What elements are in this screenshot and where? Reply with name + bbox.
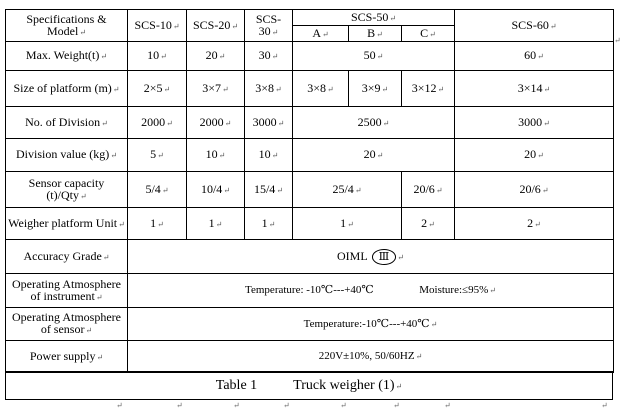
table-cell: 20↵ <box>293 139 455 172</box>
paragraph-mark: ↵ <box>283 401 290 410</box>
table-row <box>6 42 614 71</box>
table-cell: 2500↵ <box>293 107 455 139</box>
table-title: Truck weigher (1) <box>293 378 395 393</box>
paragraph-mark: ↵ <box>444 401 451 410</box>
header-sub-model: B↵ <box>349 26 402 42</box>
row-label: Accuracy Grade↵ <box>6 240 128 274</box>
table-cell: 1↵ <box>245 208 293 240</box>
table-cell: 3000↵ <box>245 107 293 139</box>
table-cell: 50↵ <box>293 42 455 71</box>
paragraph-mark: ↵ <box>340 401 347 410</box>
row-label: Weigher platform Unit↵ <box>6 208 128 240</box>
table-row <box>6 274 614 308</box>
row-label: Size of platform (m)↵ <box>6 71 128 107</box>
table-row <box>6 341 614 373</box>
table-cell: 20/6↵ <box>402 172 455 208</box>
row-label: Operating Atmosphere of sensor↵ <box>6 308 128 341</box>
header-spec-model: Specifications & Model↵ <box>6 10 128 42</box>
table-cell: 10↵ <box>245 139 293 172</box>
table-cell: 20↵ <box>455 139 614 172</box>
table-cell: 1↵ <box>128 208 187 240</box>
paragraph-mark: ↵ <box>601 401 608 410</box>
table-cell: 3×8↵ <box>245 71 293 107</box>
header-model: SCS-10↵ <box>128 10 187 42</box>
table-cell: 3×8↵ <box>293 71 349 107</box>
table-cell: 3000↵ <box>455 107 614 139</box>
table-cell: 2↵ <box>402 208 455 240</box>
table-cell: 1↵ <box>293 208 402 240</box>
row-label: Division value (kg)↵ <box>6 139 128 172</box>
header-model: SCS-60↵ <box>455 10 614 42</box>
table-row <box>6 240 614 274</box>
table-cell: 3×12↵ <box>402 71 455 107</box>
table-cell: 20/6↵ <box>455 172 614 208</box>
table-cell: 15/4↵ <box>245 172 293 208</box>
table-cell: 20↵ <box>187 42 245 71</box>
table-row <box>6 172 614 208</box>
table-cell: 1↵ <box>187 208 245 240</box>
header-model: SCS-50↵ <box>293 10 455 26</box>
table-cell: 10↵ <box>187 139 245 172</box>
sensor-atmosphere-value: Temperature:-10℃---+40℃↵ <box>128 308 614 341</box>
header-model: SCS-20↵ <box>187 10 245 42</box>
table-cell: 25/4↵ <box>293 172 402 208</box>
table-number: Table 1 <box>215 378 258 393</box>
table-cell: 2×5↵ <box>128 71 187 107</box>
specification-table <box>5 9 614 373</box>
table-row <box>6 107 614 139</box>
paragraph-mark: ↵ <box>176 401 183 410</box>
header-sub-model: A↵ <box>293 26 349 42</box>
table-cell: 10/4↵ <box>187 172 245 208</box>
row-label: Sensor capacity (t)/Qty↵ <box>6 172 128 208</box>
row-label: No. of Division↵ <box>6 107 128 139</box>
paragraph-mark: ↵ <box>233 401 240 410</box>
table-row <box>6 208 614 240</box>
table-cell: 2↵ <box>455 208 614 240</box>
header-model: SCS-30↵ <box>245 10 293 42</box>
footer-marks <box>0 401 623 411</box>
table-cell: 5/4↵ <box>128 172 187 208</box>
instrument-atmosphere-value: Temperature: -10℃---+40℃ Moisture:≤95%↵ <box>128 274 614 308</box>
table-row <box>6 308 614 341</box>
accuracy-value: OIML Ⅲ ↵ <box>128 240 614 274</box>
table-cell: 3×9↵ <box>349 71 402 107</box>
row-label: Max. Weight(t)↵ <box>6 42 128 71</box>
paragraph-mark: ↵ <box>116 401 123 410</box>
header-sub-model: C↵ <box>402 26 455 42</box>
power-value: 220V±10%, 50/60HZ↵ <box>128 341 614 373</box>
paragraph-mark: ↵ <box>393 401 400 410</box>
accuracy-class-circle: Ⅲ <box>372 249 397 265</box>
row-label: Power supply↵ <box>6 341 128 373</box>
table-row <box>6 139 614 172</box>
paragraph-mark: ↵ <box>614 36 621 45</box>
table-cell: 60↵ <box>455 42 614 71</box>
row-label: Operating Atmosphere of instrument↵ <box>6 274 128 308</box>
table-cell: 5↵ <box>128 139 187 172</box>
table-caption: Table 1 Truck weigher (1)↵ <box>5 371 613 400</box>
table-cell: 30↵ <box>245 42 293 71</box>
table-cell: 2000↵ <box>187 107 245 139</box>
table-cell: 10↵ <box>128 42 187 71</box>
table-cell: 2000↵ <box>128 107 187 139</box>
table-cell: 3×14↵ <box>455 71 614 107</box>
table-cell: 3×7↵ <box>187 71 245 107</box>
table-row <box>6 71 614 107</box>
